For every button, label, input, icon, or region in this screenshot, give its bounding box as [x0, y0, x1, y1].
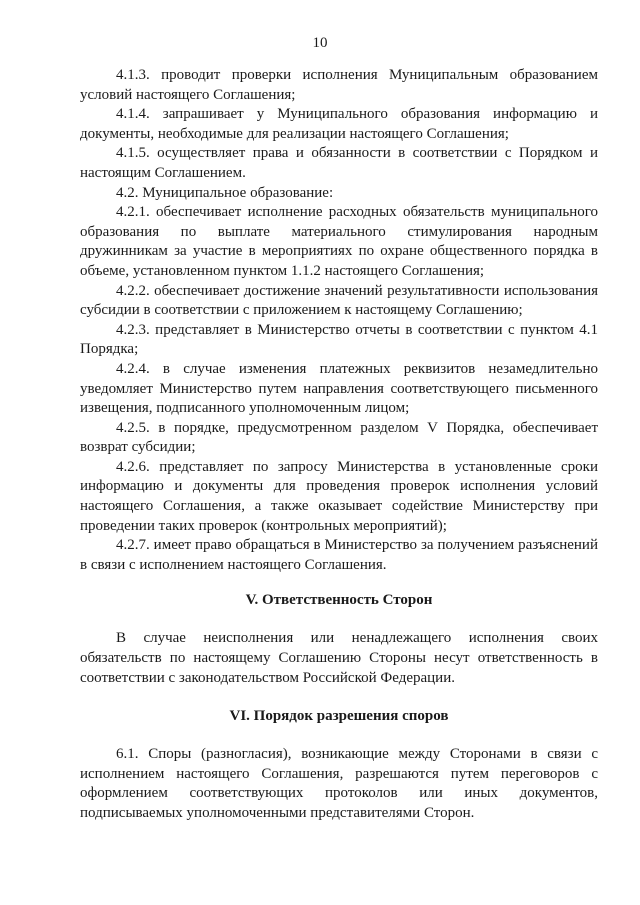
paragraph-4-2-3: 4.2.3. представляет в Министерство отчеты в соответствии с пунктом 4.1 Порядка; — [80, 321, 598, 358]
section-v-paragraph: В случае неисполнения или ненадлежащего исполнения своих обязательств по настоящему Соглашению Стороны несут ответственность в соответствии с законодательством Российской Федерации. — [80, 630, 598, 686]
paragraph-4-2-6: 4.2.6. представляет по запросу Министерства в установленные сроки информацию и документы для проведения проверок исполнения условий настоящего Соглашения, а также оказывает содействие Министерству при проведении таких проверок (контрольных мероприятий); — [80, 458, 598, 534]
document-body — [80, 66, 598, 824]
paragraph-4-2: 4.2. Муниципальное образование: — [116, 184, 334, 201]
paragraph-4-1-4: 4.1.4. запрашивает у Муниципального образования информацию и документы, необходимые для реализации настоящего Соглашения; — [80, 106, 598, 142]
section-v-heading: V. Ответственность Сторон — [245, 592, 433, 609]
page-number: 10 — [312, 35, 328, 51]
paragraph-4-2-1: 4.2.1. обеспечивает исполнение расходных обязательств муниципального образования по выплате материального стимулирования народным дружинникам за участие в мероприятиях по охране общественного порядка в объеме, установленном пунктом 1.1.2 настоящего Соглашения; — [80, 204, 598, 279]
paragraph-4-2-4: 4.2.4. в случае изменения платежных реквизитов незамедлительно уведомляет Министерство путем направления соответствующего письменного извещения, подписанного уполномоченным лицом; — [80, 360, 598, 417]
paragraph-4-1-5: 4.1.5. осуществляет права и обязанности в соответствии с Порядком и настоящим Соглашением. — [80, 145, 598, 181]
paragraph-4-1-3: 4.1.3. проводит проверки исполнения Муниципальным образованием условий настоящего Соглашения; — [80, 67, 598, 103]
section-vi-paragraph-6-1: 6.1. Споры (разногласия), возникающие между Сторонами в связи с исполнением настоящего Соглашения, разрешаются путем переговоров с оформлением соответствующих протоколов или иных документов, подписываемых уполномоченными представителями Сторон. — [80, 746, 598, 821]
paragraph-4-2-7: 4.2.7. имеет право обращаться в Министерство за получением разъяснений в связи с исполнением настоящего Соглашения. — [80, 537, 598, 573]
paragraph-4-2-2: 4.2.2. обеспечивает достижение значений результативности использования субсидии в соответствии с приложением к настоящему Соглашению; — [80, 282, 598, 319]
section-vi-heading: VI. Порядок разрешения споров — [229, 708, 449, 725]
paragraph-4-2-5: 4.2.5. в порядке, предусмотренном разделом V Порядка, обеспечивает возврат субсидии; — [80, 419, 598, 456]
